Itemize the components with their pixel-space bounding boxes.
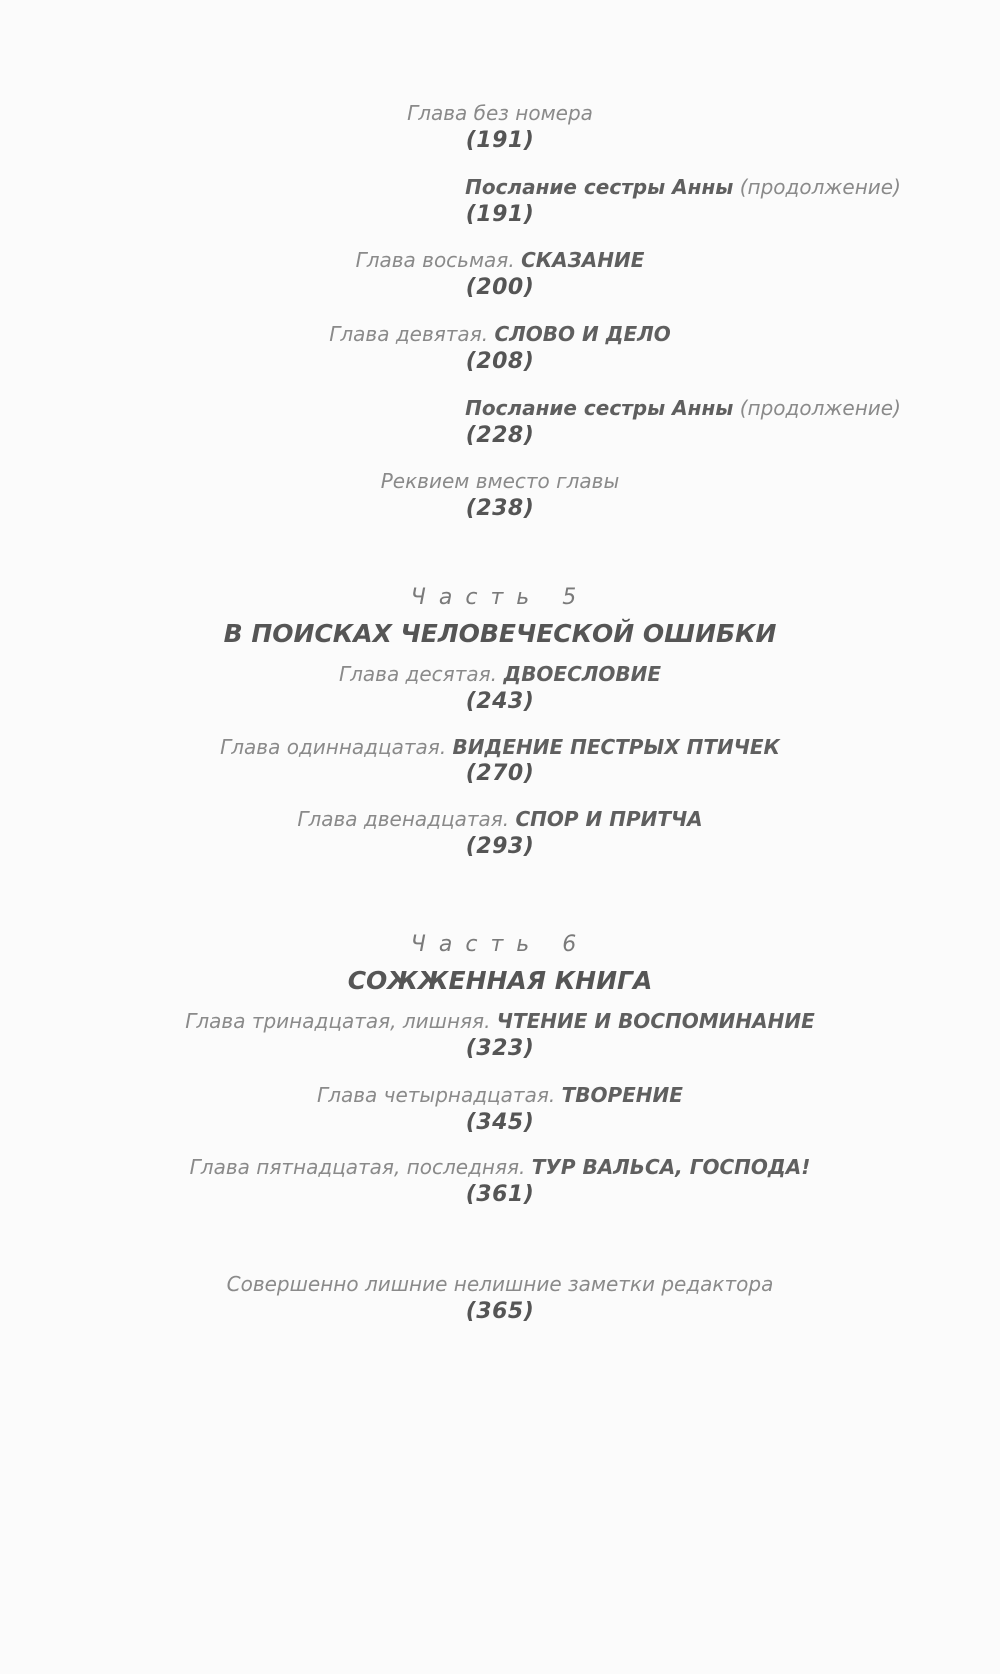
- toc-entry: [0, 1083, 1000, 1107]
- chapter-title: ДВОЕСЛОВИЕ: [503, 662, 662, 686]
- page-number: (361): [465, 1182, 535, 1207]
- page-number: (191): [465, 128, 535, 153]
- page-number: (345): [465, 1110, 535, 1135]
- toc-entry: [0, 1009, 1000, 1033]
- part-title: В ПОИСКАХ ЧЕЛОВЕЧЕСКОЙ ОШИБКИ: [223, 619, 777, 648]
- page-number: (243): [465, 689, 535, 714]
- page-number: (200): [465, 275, 535, 300]
- chapter-note: (продолжение): [739, 175, 901, 199]
- part-title: СОЖЖЕННАЯ КНИГА: [347, 966, 653, 995]
- toc-entry-label: [0, 1272, 1000, 1296]
- page-number: (323): [465, 1036, 535, 1061]
- toc-entry: [0, 322, 1000, 346]
- part-label: Часть 6: [410, 932, 590, 957]
- chapter-label: Глава двенадцатая.: [297, 807, 510, 831]
- chapter-title: СКАЗАНИЕ: [521, 248, 645, 272]
- chapter-title: ВИДЕНИЕ ПЕСТРЫХ ПТИЧЕК: [452, 735, 780, 759]
- chapter-label: Глава восьмая.: [355, 248, 515, 272]
- chapter-title: Послание сестры Анны: [465, 396, 734, 420]
- chapter-label: Глава тринадцатая, лишняя.: [185, 1009, 491, 1033]
- page-number: (208): [465, 349, 535, 374]
- toc-entry: [0, 1155, 1000, 1179]
- toc-entry-title: [0, 175, 1000, 199]
- part-label: Часть 5: [410, 585, 590, 610]
- chapter-label: Совершенно лишние нелишние заметки редактора: [226, 1272, 774, 1296]
- toc-entry: [0, 735, 1000, 759]
- page-number: (228): [465, 423, 535, 448]
- chapter-label: Глава десятая.: [338, 662, 498, 686]
- page-number: (365): [465, 1299, 535, 1324]
- chapter-title: ТВОРЕНИЕ: [561, 1083, 683, 1107]
- toc-entry-title: [0, 396, 1000, 420]
- page-number: (293): [465, 834, 535, 859]
- chapter-label: Глава пятнадцатая, последняя.: [189, 1155, 526, 1179]
- toc-entry: [0, 248, 1000, 272]
- toc-entry: [0, 807, 1000, 831]
- page-number: (238): [465, 496, 535, 521]
- page-number: (191): [465, 202, 535, 227]
- chapter-label: Реквием вместо главы: [380, 469, 620, 493]
- chapter-note: (продолжение): [739, 396, 901, 420]
- chapter-title: СЛОВО И ДЕЛО: [494, 322, 671, 346]
- toc-entry-label: [0, 469, 1000, 493]
- chapter-title: ЧТЕНИЕ И ВОСПОМИНАНИЕ: [496, 1009, 815, 1033]
- chapter-title: Послание сестры Анны: [465, 175, 734, 199]
- toc-entry-label: [0, 101, 1000, 125]
- page-number: (270): [465, 761, 535, 786]
- chapter-label: Глава четырнадцатая.: [317, 1083, 556, 1107]
- chapter-title: СПОР И ПРИТЧА: [515, 807, 703, 831]
- chapter-label: Глава без номера: [407, 101, 593, 125]
- chapter-label: Глава одиннадцатая.: [220, 735, 447, 759]
- chapter-label: Глава девятая.: [329, 322, 489, 346]
- chapter-title: ТУР ВАЛЬСА, ГОСПОДА!: [531, 1155, 811, 1179]
- toc-entry: [0, 662, 1000, 686]
